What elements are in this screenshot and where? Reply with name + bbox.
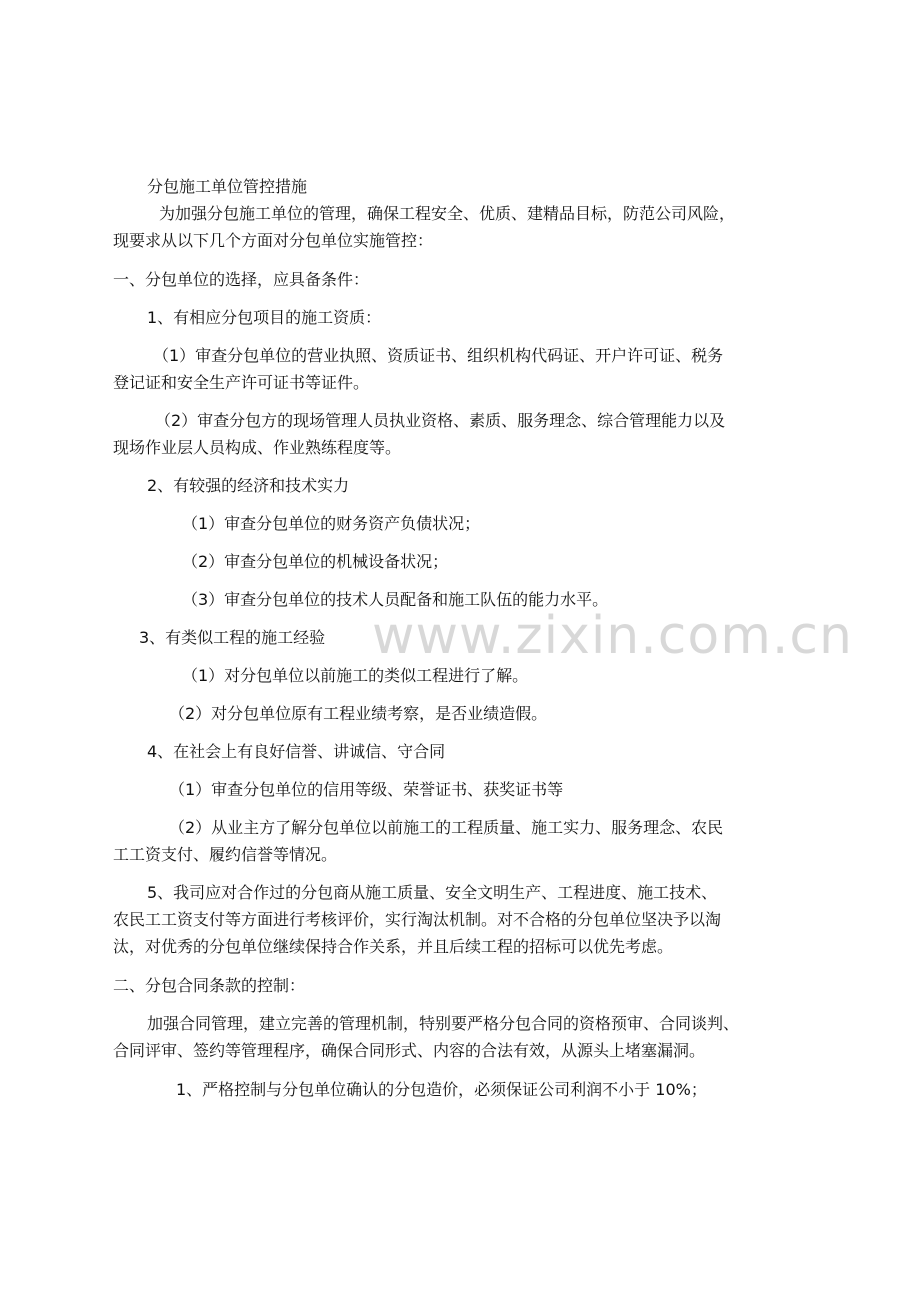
item-1-sub-2-line-2: 现场作业层人员构成、作业熟练程度等。 <box>113 438 402 457</box>
item-5-line-1: 5、我司应对合作过的分包商从施工质量、安全文明生产、工程进度、施工技术、 <box>147 883 718 902</box>
item-3-title: 3、有类似工程的施工经验 <box>139 628 326 647</box>
item-5-line-2: 农民工工资支付等方面进行考核评价，实行淘汰机制。对不合格的分包单位坚决予以淘 <box>113 910 722 929</box>
section-2-intro-line-1: 加强合同管理，建立完善的管理机制，特别要严格分包合同的资格预审、合同谈判、 <box>147 1014 740 1033</box>
item-3-sub-1: （1）对分包单位以前施工的类似工程进行了解。 <box>182 666 529 685</box>
item-2-sub-1: （1）审查分包单位的财务资产负债状况； <box>182 514 481 533</box>
section-2-intro-line-2: 合同评审、签约等管理程序，确保合同形式、内容的合法有效，从源头上堵塞漏洞。 <box>113 1041 706 1060</box>
item-4-title: 4、在社会上有良好信誉、讲诚信、守合同 <box>147 742 446 761</box>
item-1-sub-1-line-1: （1）审查分包单位的营业执照、资质证书、组织机构代码证、开户许可证、税务 <box>153 346 724 365</box>
site-watermark: www.zixin.com.cn <box>372 606 853 666</box>
item-2-title: 2、有较强的经济和技术实力 <box>147 476 350 495</box>
section-2-item-1: 1、严格控制与分包单位确认的分包造价，必须保证公司利润不小于 10%； <box>176 1080 707 1099</box>
item-4-sub-2-line-1: （2）从业主方了解分包单位以前施工的工程质量、施工实力、服务理念、农民 <box>169 818 724 837</box>
intro-line-2: 现要求从以下几个方面对分包单位实施管控： <box>113 231 434 250</box>
item-2-sub-3: （3）审查分包单位的技术人员配备和施工队伍的能力水平。 <box>182 590 609 609</box>
item-2-sub-2: （2）审查分包单位的机械设备状况； <box>182 552 449 571</box>
item-4-sub-2-line-2: 工工资支付、履约信誉等情况。 <box>113 845 338 864</box>
document-title: 分包施工单位管控措施 <box>147 177 308 196</box>
item-1-sub-1-line-2: 登记证和安全生产许可证书等证件。 <box>113 373 370 392</box>
section-2-heading: 二、分包合同条款的控制： <box>113 976 306 995</box>
item-1-sub-2-line-1: （2）审查分包方的现场管理人员执业资格、素质、服务理念、综合管理能力以及 <box>155 411 726 430</box>
section-1-heading: 一、分包单位的选择，应具备条件： <box>113 270 370 289</box>
item-5-line-3: 汰，对优秀的分包单位继续保持合作关系，并且后续工程的招标可以优先考虑。 <box>113 937 674 956</box>
item-4-sub-1: （1）审查分包单位的信用等级、荣誉证书、获奖证书等 <box>169 780 564 799</box>
item-1-title: 1、有相应分包项目的施工资质： <box>147 308 382 327</box>
item-3-sub-2: （2）对分包单位原有工程业绩考察，是否业绩造假。 <box>169 704 548 723</box>
intro-line-1: 为加强分包施工单位的管理，确保工程安全、优质、建精品目标，防范公司风险， <box>159 204 736 223</box>
